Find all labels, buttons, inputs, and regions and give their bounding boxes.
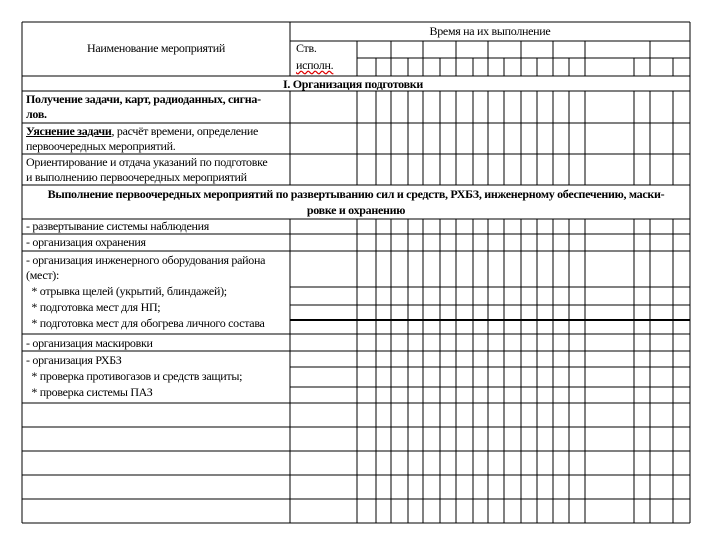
- cbrn-subitem-paz: * проверка системы ПАЗ: [26, 385, 153, 399]
- engineering-item-line2: (мест):: [26, 268, 60, 282]
- responsible-header-line1: Ств.: [296, 41, 317, 55]
- engineering-subitem-heating: * подготовка мест для обогрева личного состава: [26, 316, 265, 330]
- responsible-header-line2: исполн.: [296, 58, 334, 72]
- observation-system-item: - развертывание системы наблюдения: [26, 219, 209, 233]
- task-clarification-line2: первоочередных мероприятий.: [26, 139, 176, 153]
- task-receipt-line1: Получение задачи, карт, радиоданных, сигна-: [26, 92, 261, 106]
- task-receipt-line2: лов.: [26, 107, 47, 121]
- task-clarification-line1: [26, 123, 258, 139]
- task-clarification-rest: , расчёт времени, определение: [111, 124, 259, 138]
- engineering-subitem-op: * подготовка мест для НП;: [26, 300, 161, 314]
- engineering-subitem-trenches: * отрывка щелей (укрытий, блиндажей);: [26, 284, 227, 298]
- cbrn-item: - организация РХБЗ: [26, 353, 122, 367]
- time-column-header: Время на их выполнение: [429, 24, 551, 38]
- task-clarification-bold: Уяснение задачи: [26, 124, 112, 138]
- name-column-header: Наименование мероприятий: [87, 41, 225, 55]
- camouflage-item: - организация маскировки: [26, 336, 153, 350]
- guard-item: - организация охранения: [26, 235, 146, 249]
- orientation-line1: Ориентирование и отдача указаний по подготовке: [26, 155, 268, 169]
- engineering-item-line1: - организация инженерного оборудования района: [26, 253, 266, 267]
- section-1-title: I. Организация подготовки: [283, 77, 423, 91]
- section-2-title-line2: ровке и охранению: [306, 203, 406, 217]
- cbrn-subitem-gasmasks: * проверка противогазов и средств защиты;: [26, 369, 243, 383]
- section-2-title-line1: Выполнение первоочередных мероприятий по развертыванию сил и средств, РХБЗ, инженерному обеспечению, маски-: [47, 187, 665, 201]
- orientation-line2: и выполнению первоочередных мероприятий: [26, 170, 247, 184]
